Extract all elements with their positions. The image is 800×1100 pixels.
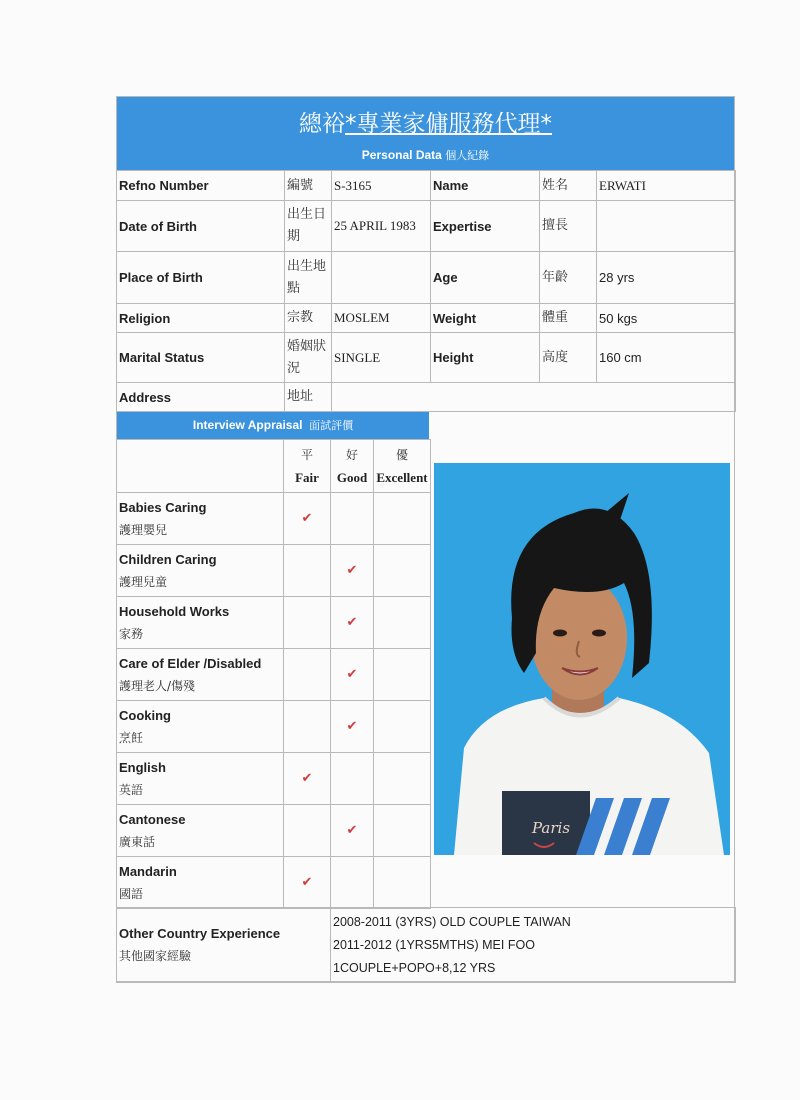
col-good: 好 Good <box>331 440 374 493</box>
page-subtitle: Personal Data 個人紀錄 <box>361 148 490 162</box>
marital-value: SINGLE <box>332 333 431 383</box>
experience-row <box>117 908 736 983</box>
check-mark-icon: ✔ <box>346 667 358 682</box>
appraisal-item <box>117 805 284 857</box>
portrait-image <box>434 463 730 855</box>
rating-cell-fair <box>284 493 331 545</box>
address-value <box>332 383 736 412</box>
appraisal-row <box>117 857 431 909</box>
appraisal-item <box>117 857 284 909</box>
col-excellent: 優 Excellent <box>374 440 431 493</box>
personal-data-table <box>116 170 736 412</box>
appraisal-item-en: Children Caring <box>119 551 217 567</box>
expertise-label: Expertise <box>431 201 540 252</box>
name-label-zh: 姓名 <box>540 171 597 201</box>
appraisal-item-zh: 護理嬰兒 <box>119 522 168 537</box>
appraisal-item <box>117 493 284 545</box>
age-value: 28 yrs <box>597 252 736 304</box>
religion-label-zh: 宗教 <box>285 304 332 333</box>
height-label-zh: 高度 <box>540 333 597 383</box>
dob-label: Date of Birth <box>117 201 285 252</box>
appraisal-item-en: Cooking <box>119 707 171 723</box>
marital-label-zh: 婚姻狀況 <box>285 333 332 383</box>
appraisal-item-en: Babies Caring <box>119 499 207 515</box>
appraisal-item-zh: 家務 <box>119 626 144 641</box>
appraisal-row <box>117 493 431 545</box>
rating-cell-good <box>331 857 374 909</box>
dob-value: 25 APRIL 1983 <box>332 201 431 252</box>
shirt-print-text: Paris <box>532 819 571 837</box>
refno-label: Refno Number <box>117 171 285 201</box>
appraisal-item-zh: 護理老人/傷殘 <box>119 678 196 693</box>
height-label: Height <box>431 333 540 383</box>
appraisal-item-zh: 英語 <box>119 782 144 797</box>
check-mark-icon: ✔ <box>346 719 358 734</box>
rating-cell-excellent <box>374 493 431 545</box>
appraisal-item <box>117 545 284 597</box>
row-pob <box>117 252 736 304</box>
rating-cell-excellent <box>374 701 431 753</box>
appraisal-item-en: Mandarin <box>119 863 177 879</box>
row-marital <box>117 333 736 383</box>
rating-cell-excellent <box>374 545 431 597</box>
experience-label <box>117 908 331 983</box>
page-title: 總裕*專業家傭服務代理* <box>299 111 552 137</box>
rating-cell-excellent <box>374 857 431 909</box>
religion-label: Religion <box>117 304 285 333</box>
experience-table <box>116 907 736 983</box>
col-fair: 平 Fair <box>284 440 331 493</box>
appraisal-row <box>117 701 431 753</box>
header-banner <box>117 97 734 170</box>
check-mark-icon: ✔ <box>346 615 358 630</box>
row-religion <box>117 304 736 333</box>
appraisal-item-zh: 國語 <box>119 886 144 901</box>
address-label-zh: 地址 <box>285 383 332 412</box>
pob-label-zh: 出生地點 <box>285 252 332 304</box>
age-label-zh: 年齡 <box>540 252 597 304</box>
weight-label: Weight <box>431 304 540 333</box>
rating-cell-good <box>331 701 374 753</box>
appraisal-item-en: Cantonese <box>119 811 186 827</box>
rating-cell-good <box>331 753 374 805</box>
rating-cell-fair <box>284 545 331 597</box>
rating-cell-excellent <box>374 649 431 701</box>
rating-cell-fair <box>284 701 331 753</box>
appraisal-item-zh: 廣東話 <box>119 834 156 849</box>
experience-label-zh: 其他國家經驗 <box>119 949 192 963</box>
weight-value: 50 kgs <box>597 304 736 333</box>
appraisal-item-zh: 烹飪 <box>119 730 144 745</box>
religion-value: MOSLEM <box>332 304 431 333</box>
experience-value <box>331 908 736 983</box>
rating-cell-fair <box>284 753 331 805</box>
rating-cell-good <box>331 805 374 857</box>
experience-label-en: Other Country Experience <box>119 926 281 941</box>
row-address <box>117 383 736 412</box>
rating-cell-fair <box>284 857 331 909</box>
appraisal-row <box>117 545 431 597</box>
refno-value: S-3165 <box>332 171 431 201</box>
check-mark-icon: ✔ <box>301 511 313 526</box>
check-mark-icon: ✔ <box>301 875 313 890</box>
appraisal-item-en: English <box>119 759 166 775</box>
appraisal-item <box>117 597 284 649</box>
rating-cell-excellent <box>374 597 431 649</box>
candidate-photo <box>434 463 730 855</box>
age-label: Age <box>431 252 540 304</box>
appraisal-row <box>117 649 431 701</box>
rating-cell-good <box>331 493 374 545</box>
row-refno <box>117 171 736 201</box>
rating-cell-good <box>331 649 374 701</box>
rating-cell-good <box>331 545 374 597</box>
rating-cell-excellent <box>374 753 431 805</box>
row-dob <box>117 201 736 252</box>
expertise-label-zh: 擅長 <box>540 201 597 252</box>
refno-label-zh: 編號 <box>285 171 332 201</box>
rating-cell-fair <box>284 597 331 649</box>
pob-value <box>332 252 431 304</box>
appraisal-row <box>117 753 431 805</box>
appraisal-item-en: Household Works <box>119 603 230 619</box>
appraisal-row <box>117 597 431 649</box>
height-value: 160 cm <box>597 333 736 383</box>
rating-cell-good <box>331 597 374 649</box>
name-value: ERWATI <box>597 171 736 201</box>
check-mark-icon: ✔ <box>346 823 358 838</box>
appraisal-item-en: Care of Elder /Disabled <box>119 655 262 671</box>
dob-label-zh: 出生日期 <box>285 201 332 252</box>
name-label: Name <box>431 171 540 201</box>
marital-label: Marital Status <box>117 333 285 383</box>
rating-cell-fair <box>284 649 331 701</box>
pob-label: Place of Birth <box>117 252 285 304</box>
address-label: Address <box>117 383 285 412</box>
appraisal-item <box>117 701 284 753</box>
appraisal-item <box>117 649 284 701</box>
appraisal-header: Interview Appraisal 面試評價 <box>117 412 429 439</box>
appraisal-corner <box>117 440 284 493</box>
appraisal-item <box>117 753 284 805</box>
check-mark-icon: ✔ <box>301 771 313 786</box>
expertise-value <box>597 201 736 252</box>
rating-cell-fair <box>284 805 331 857</box>
check-mark-icon: ✔ <box>346 563 358 578</box>
weight-label-zh: 體重 <box>540 304 597 333</box>
appraisal-item-zh: 護理兒童 <box>119 574 168 589</box>
appraisal-row <box>117 805 431 857</box>
rating-cell-excellent <box>374 805 431 857</box>
experience-line: 1COUPLE+POPO+8,12 YRS <box>333 960 496 975</box>
appraisal-column-headers <box>117 440 431 493</box>
experience-line: 2011-2012 (1YRS5MTHS) MEI FOO <box>333 937 535 952</box>
appraisal-table <box>116 439 431 909</box>
experience-line: 2008-2011 (3YRS) OLD COUPLE TAIWAN <box>333 914 571 929</box>
